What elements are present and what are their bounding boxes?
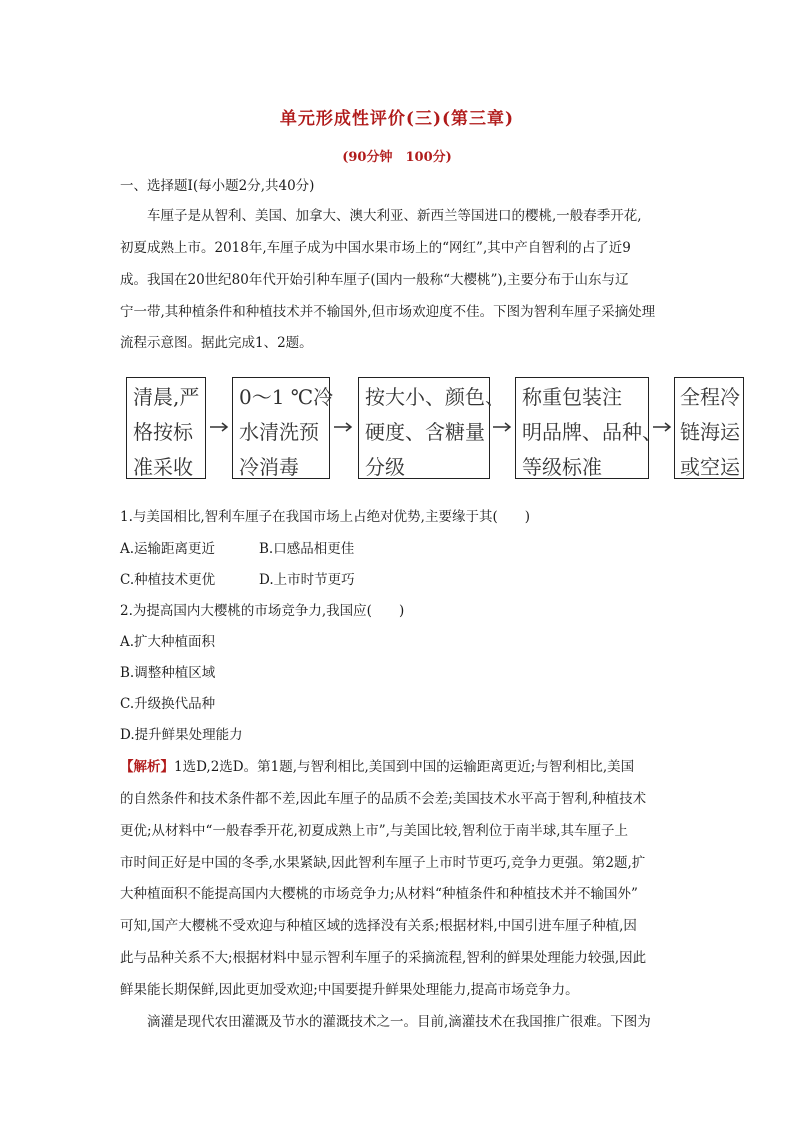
analysis-line: 更优;从材料中“一般春季开花,初夏成熟上市”,与美国比较,智利位于南半球,其车厘子上 (120, 823, 629, 839)
flow-step-line: 链海运 (680, 420, 740, 444)
material-line: 流程示意图。据此完成1、2题。 (120, 335, 313, 351)
material-line: 初夏成熟上市。2018年,车厘子成为中国水果市场上的“网红”,其中产自智利的占了近9 (120, 240, 631, 256)
question-stem: 2.为提高国内大樱桃的市场竞争力,我国应( ) (120, 603, 405, 619)
flow-step-line: 冷消毒 (239, 455, 299, 479)
flow-step-line: 准采收 (133, 455, 193, 479)
option-b: B.口感品相更佳 (259, 541, 355, 557)
option-b: B.调整种植区域 (120, 665, 216, 681)
analysis-line: 大种植面积不能提高国内大樱桃的市场竞争力;从材料“种植条件和种植技术并不输国外” (120, 886, 638, 902)
analysis-line: 此与品种关系不大;根据材料中显示智利车厘子的采摘流程,智利的鲜果处理能力较强,因此 (120, 950, 647, 966)
arrow-icon (491, 420, 513, 434)
flow-step-line: 全程冷 (680, 385, 740, 409)
material-line: 宁一带,其种植条件和种植技术并不输国外,但市场欢迎度不佳。下图为智利车厘子采摘处理 (120, 304, 656, 320)
flow-step-line: 等级标准 (522, 455, 602, 479)
page-title: 单元形成性评价(三)(第三章) (279, 109, 515, 129)
flow-step-3 (358, 377, 505, 479)
flow-step-line: 格按标 (133, 420, 193, 444)
flow-step-line: 硬度、含糖量 (365, 420, 485, 444)
flow-step-line: 清晨,严 (133, 385, 200, 409)
flow-step-line: 水清洗预 (239, 420, 319, 444)
page-subtitle: (90分钟 100分) (342, 150, 452, 165)
material-line: 成。我国在20世纪80年代开始引种车厘子(国内一般称“大樱桃”),主要分布于山东与辽 (120, 272, 629, 288)
analysis-text: 1选D,2选D。第1题,与智利相比,美国到中国的运输距离更近;与智利相比,美国 (174, 759, 635, 775)
material-line: 车厘子是从智利、美国、加拿大、澳大利亚、新西兰等国进口的樱桃,一般春季开花, (147, 208, 642, 224)
flow-step-1 (126, 377, 206, 479)
analysis-line: 的自然条件和技术条件都不差,因此车厘子的品质不会差;美国技术水平高于智利,种植技术 (120, 791, 647, 807)
flow-step-5 (674, 377, 744, 479)
flow-step-line: 0～1 ℃冷 (239, 385, 334, 409)
arrow-icon (208, 420, 230, 434)
flow-step-line: 分级 (365, 455, 405, 479)
option-a: A.扩大种植面积 (120, 634, 216, 650)
analysis-line: 市时间正好是中国的冬季,水果紧缺,因此智利车厘子上市时节更巧,竞争力更强。第2题,扩 (120, 855, 646, 871)
analysis-line: 鲜果能长期保鲜,因此更加受欢迎;中国要提升鲜果处理能力,提高市场竞争力。 (120, 982, 579, 998)
arrow-icon (651, 420, 673, 434)
arrow-icon (332, 420, 354, 434)
option-c: C.种植技术更优 (120, 572, 216, 588)
option-a: A.运输距离更近 (120, 541, 216, 557)
analysis-first-line (120, 761, 634, 775)
flow-step-4 (515, 377, 662, 479)
flow-step-line: 称重包装注 (522, 385, 622, 409)
flow-step-line: 按大小、颜色、 (365, 385, 505, 409)
analysis-line: 可知,国产大樱桃不受欢迎与种植区域的选择没有关系;根据材料,中国引进车厘子种植,因 (120, 918, 637, 934)
analysis-tag: 【解析】 (120, 759, 174, 775)
flow-step-2 (232, 377, 334, 479)
option-d: D.上市时节更巧 (259, 572, 355, 588)
flow-step-line: 或空运 (680, 455, 740, 479)
option-c: C.升级换代品种 (120, 696, 216, 712)
question-stem: 1.与美国相比,智利车厘子在我国市场上占绝对优势,主要缘于其( ) (120, 509, 530, 525)
flow-step-line: 明品牌、品种、 (522, 420, 662, 444)
material-2-line: 滴灌是现代农田灌溉及节水的灌溉技术之一。目前,滴灌技术在我国推广很难。下图为 (147, 1014, 651, 1030)
option-d: D.提升鲜果处理能力 (120, 727, 243, 743)
section-heading: 一、选择题Ⅰ(每小题2分,共40分) (120, 178, 315, 194)
